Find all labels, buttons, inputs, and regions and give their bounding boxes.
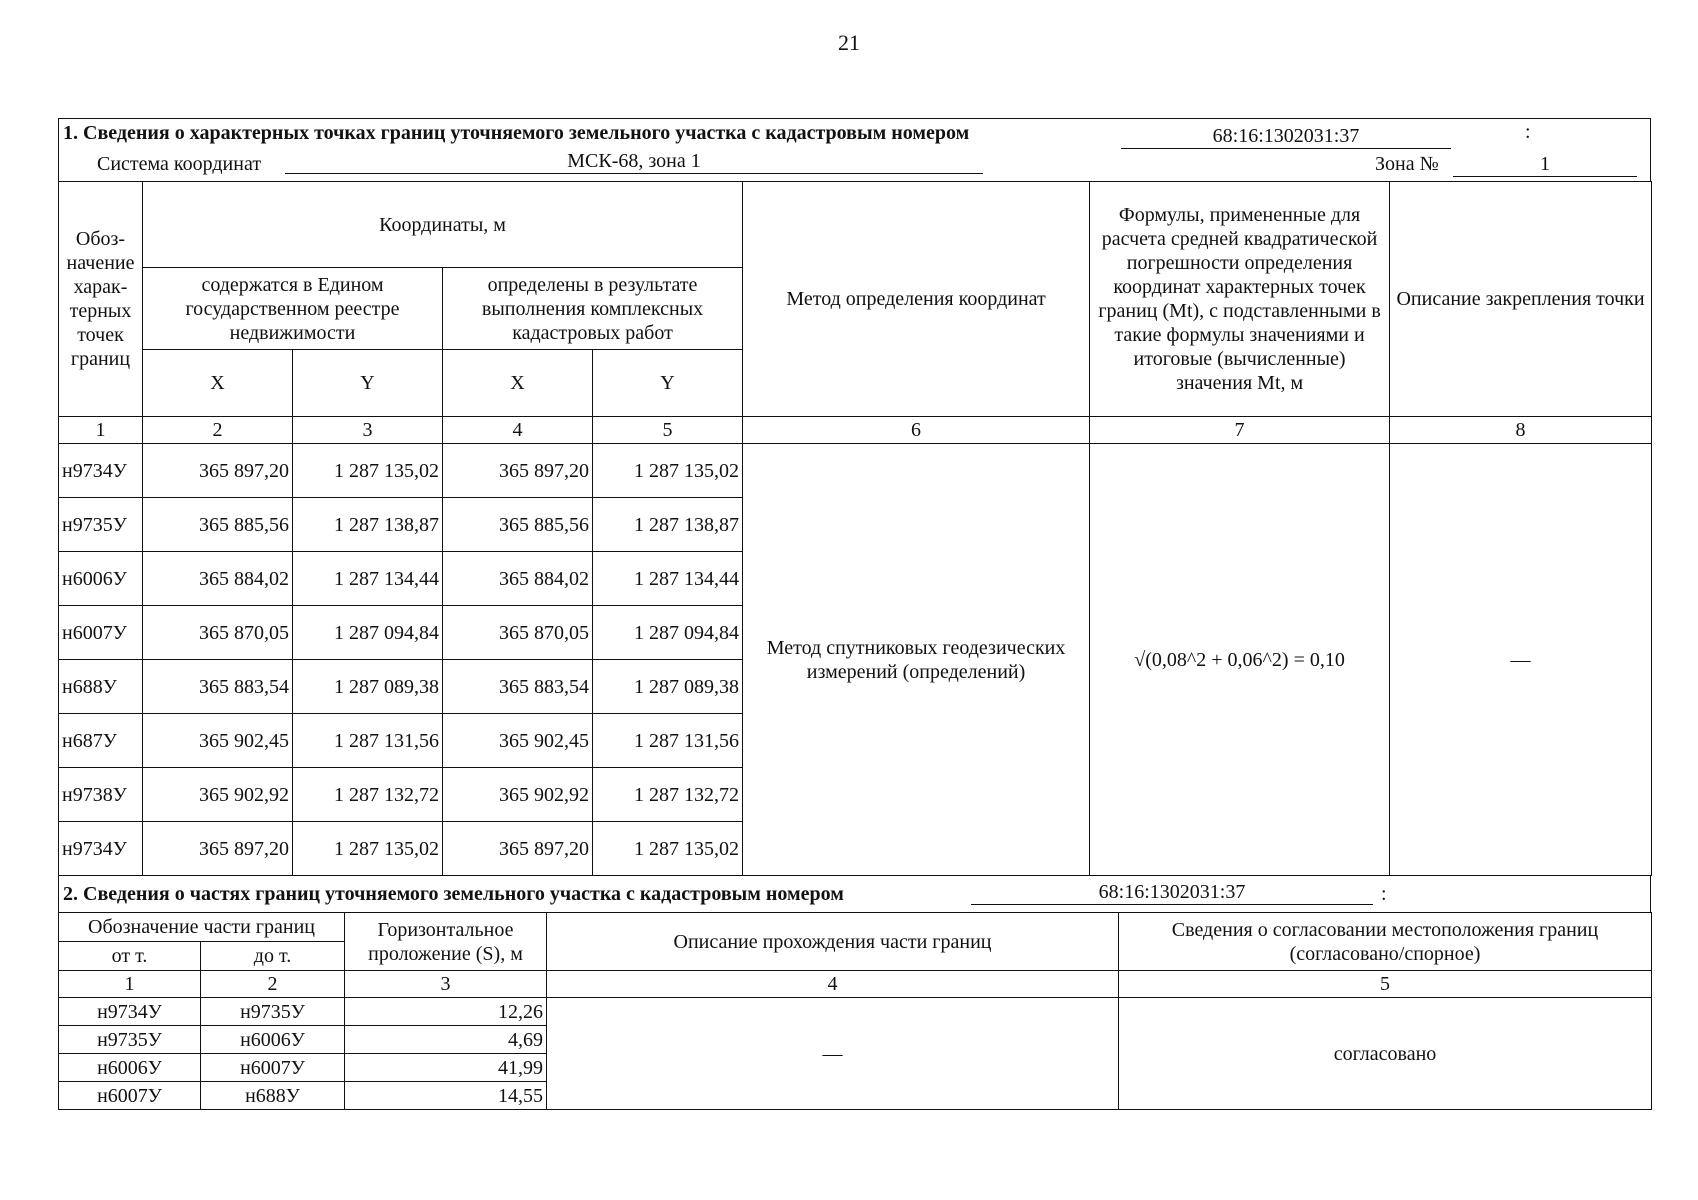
kkr-x: 365 883,54 xyxy=(443,660,593,714)
to-point: н6006У xyxy=(201,1026,345,1054)
header-fixing: Описание закрепления точки xyxy=(1390,182,1652,417)
point-name: н687У xyxy=(59,714,143,768)
formula-value: √(0,08^2 + 0,06^2) = 0,10 xyxy=(1090,444,1390,876)
col-number: 8 xyxy=(1390,417,1652,444)
egrn-y: 1 287 135,02 xyxy=(293,444,443,498)
col-number: 7 xyxy=(1090,417,1390,444)
header-method: Метод определения координат xyxy=(743,182,1090,417)
point-name: н6006У xyxy=(59,552,143,606)
agreement-value: согласовано xyxy=(1119,998,1652,1110)
table-row xyxy=(59,444,1652,498)
point-name: н9734У xyxy=(59,822,143,876)
egrn-x: 365 902,45 xyxy=(143,714,293,768)
kkr-y: 1 287 132,72 xyxy=(593,768,743,822)
col-number: 4 xyxy=(547,971,1119,998)
header-y1: Y xyxy=(293,350,443,417)
header-part: Обозначение части границ xyxy=(59,913,345,942)
header-formula: Формулы, примененные для расчета средней квадратической погрешности определения координат характерных точек границ (Mt), с подставленными в такие формулы значениями и итоговые (вычисленные) значения Mt, м xyxy=(1090,182,1390,417)
section2-colon: : xyxy=(1381,883,1387,905)
egrn-x: 365 902,92 xyxy=(143,768,293,822)
col-number: 3 xyxy=(345,971,547,998)
egrn-x: 365 897,20 xyxy=(143,444,293,498)
egrn-x: 365 885,56 xyxy=(143,498,293,552)
point-name: н9738У xyxy=(59,768,143,822)
length-value: 14,55 xyxy=(345,1082,547,1110)
col-number: 3 xyxy=(293,417,443,444)
from-point: н6006У xyxy=(59,1054,201,1082)
header-description: Описание прохождения части границ xyxy=(547,913,1119,971)
method-value: Метод спутниковых геодезических измерений (определений) xyxy=(743,444,1090,876)
egrn-y: 1 287 132,72 xyxy=(293,768,443,822)
egrn-x: 365 884,02 xyxy=(143,552,293,606)
fixing-value: — xyxy=(1390,444,1652,876)
section2-title: 2. Сведения о частях границ уточняемого земельного участка с кадастровым номером xyxy=(63,883,844,905)
table-row xyxy=(59,998,1652,1026)
kkr-y: 1 287 131,56 xyxy=(593,714,743,768)
to-point: н688У xyxy=(201,1082,345,1110)
length-value: 4,69 xyxy=(345,1026,547,1054)
from-point: н9735У xyxy=(59,1026,201,1054)
from-point: н6007У xyxy=(59,1082,201,1110)
col-number: 6 xyxy=(743,417,1090,444)
kkr-y: 1 287 138,87 xyxy=(593,498,743,552)
point-name: н688У xyxy=(59,660,143,714)
egrn-x: 365 897,20 xyxy=(143,822,293,876)
header-x1: X xyxy=(143,350,293,417)
kkr-x: 365 902,45 xyxy=(443,714,593,768)
header-egrn: содержатся в Едином государственном реестре недвижимости xyxy=(143,268,443,350)
coord-system-value: МСК-68, зона 1 xyxy=(285,150,983,174)
header-to: до т. xyxy=(201,942,345,971)
col-number: 2 xyxy=(143,417,293,444)
section1-title: 1. Сведения о характерных точках границ уточняемого земельного участка с кадастровым номером xyxy=(63,122,970,144)
section2-title-bar xyxy=(58,876,1651,912)
col-number: 1 xyxy=(59,417,143,444)
egrn-y: 1 287 138,87 xyxy=(293,498,443,552)
boundary-points-document xyxy=(58,118,1651,1110)
col-number: 4 xyxy=(443,417,593,444)
page-number: 21 xyxy=(838,30,860,55)
zone-label: Зона № xyxy=(1375,153,1439,175)
egrn-x: 365 870,05 xyxy=(143,606,293,660)
section1-cadastral-number: 68:16:1302031:37 xyxy=(1121,125,1451,149)
header-x2: X xyxy=(443,350,593,417)
kkr-x: 365 884,02 xyxy=(443,552,593,606)
kkr-y: 1 287 134,44 xyxy=(593,552,743,606)
kkr-x: 365 885,56 xyxy=(443,498,593,552)
header-cadastral-works: определены в результате выполнения комплексных кадастровых работ xyxy=(443,268,743,350)
header-y2: Y xyxy=(593,350,743,417)
kkr-x: 365 902,92 xyxy=(443,768,593,822)
point-name: н9734У xyxy=(59,444,143,498)
egrn-y: 1 287 131,56 xyxy=(293,714,443,768)
point-name: н6007У xyxy=(59,606,143,660)
section2-cadastral-number: 68:16:1302031:37 xyxy=(971,881,1373,905)
kkr-x: 365 870,05 xyxy=(443,606,593,660)
egrn-y: 1 287 094,84 xyxy=(293,606,443,660)
egrn-x: 365 883,54 xyxy=(143,660,293,714)
col-number: 2 xyxy=(201,971,345,998)
header-from: от т. xyxy=(59,942,201,971)
col-number: 5 xyxy=(593,417,743,444)
description-value: — xyxy=(547,998,1119,1110)
zone-value: 1 xyxy=(1453,153,1637,177)
header-agreement: Сведения о согласовании местоположения границ (согласовано/спорное) xyxy=(1119,913,1652,971)
header-coords: Координаты, м xyxy=(143,182,743,268)
egrn-y: 1 287 134,44 xyxy=(293,552,443,606)
header-point: Обоз-начение харак-терных точек границ xyxy=(59,182,143,417)
boundary-parts-table xyxy=(58,912,1652,1110)
length-value: 41,99 xyxy=(345,1054,547,1082)
kkr-y: 1 287 094,84 xyxy=(593,606,743,660)
point-name: н9735У xyxy=(59,498,143,552)
to-point: н9735У xyxy=(201,998,345,1026)
col-number: 5 xyxy=(1119,971,1652,998)
header-length: Горизонтальное проложение (S), м xyxy=(345,913,547,971)
to-point: н6007У xyxy=(201,1054,345,1082)
points-table xyxy=(58,181,1652,876)
col-number: 1 xyxy=(59,971,201,998)
egrn-y: 1 287 135,02 xyxy=(293,822,443,876)
from-point: н9734У xyxy=(59,998,201,1026)
kkr-y: 1 287 135,02 xyxy=(593,444,743,498)
section1-title-bar xyxy=(58,118,1651,181)
kkr-x: 365 897,20 xyxy=(443,444,593,498)
egrn-y: 1 287 089,38 xyxy=(293,660,443,714)
section1-colon: : xyxy=(1525,121,1531,143)
kkr-x: 365 897,20 xyxy=(443,822,593,876)
coord-system-label: Система координат xyxy=(97,153,262,175)
kkr-y: 1 287 089,38 xyxy=(593,660,743,714)
kkr-y: 1 287 135,02 xyxy=(593,822,743,876)
length-value: 12,26 xyxy=(345,998,547,1026)
